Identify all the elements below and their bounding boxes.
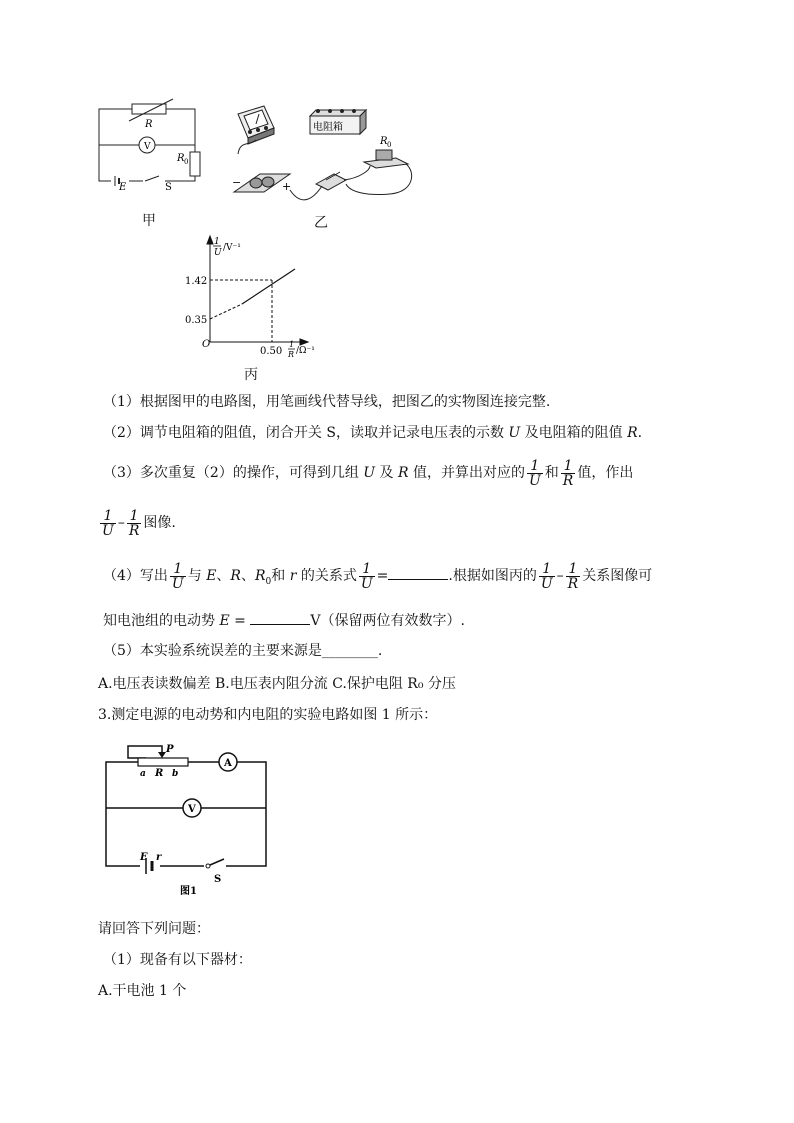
- caption-bing: 丙: [244, 367, 258, 383]
- origin-label: O: [202, 339, 211, 350]
- ask-text: 请回答下列问题：: [98, 921, 210, 937]
- label-S: S: [165, 182, 172, 193]
- label-V: V: [144, 142, 151, 152]
- caption-jia: 甲: [142, 213, 156, 229]
- x-tick: 0.50: [260, 346, 283, 357]
- battery-plus: +: [282, 180, 292, 193]
- yaxis-one: 1: [214, 237, 220, 247]
- xaxis-R: R: [288, 350, 295, 359]
- item-a: A.干电池 1 个: [98, 983, 187, 999]
- label-R0: R: [177, 153, 185, 164]
- yi-label-R0-sub: 0: [387, 141, 392, 149]
- resistance-box-label: 电阻箱: [313, 122, 343, 133]
- question-4-cont: 知电池组的电动势 E = V（保留两位有效数字）.: [103, 610, 465, 630]
- graph-bing: [180, 232, 330, 362]
- label-R: R: [145, 119, 153, 130]
- answer-blank-relation[interactable]: [388, 565, 448, 580]
- fig1-label-V: V: [188, 804, 196, 815]
- yaxis-U: U: [214, 248, 222, 258]
- items-intro: （1）现备有以下器材：: [103, 952, 252, 968]
- y-tick-high: 1.42: [185, 276, 208, 287]
- label-R0-sub: 0: [184, 158, 189, 166]
- answer-blank-emf[interactable]: [250, 610, 310, 625]
- frac-1-over-U: $\frac{1}{U}$: [528, 457, 541, 489]
- circuit-diagram-jia: [95, 95, 210, 195]
- yi-label-R0: R: [380, 136, 388, 147]
- y-tick-low: 0.35: [185, 315, 208, 326]
- question-1: （1）根据图甲的电路图，用笔画线代替导线，把图乙的实物图连接完整.: [103, 394, 551, 410]
- question-2: （2）调节电阻箱的阻值，闭合开关 S，读取并记录电压表的示数 U 及电阻箱的阻值 R.: [103, 425, 643, 441]
- fig1-label-a: a: [140, 769, 146, 779]
- yaxis-unit: /V⁻¹: [223, 243, 241, 253]
- fig1-caption: 图1: [180, 886, 197, 897]
- problem-3-intro: 3.测定电源的电动势和内电阻的实验电路如图 1 所示：: [98, 707, 438, 723]
- xaxis-unit: /Ω⁻¹: [296, 346, 315, 356]
- fig1-label-r: r: [156, 852, 162, 863]
- question-3: （3）多次重复（2）的操作，可得到几组 U 及 R 值，并算出对应的 $\frac{1}{U}$ 和 $\frac{1}{R}$ 值，作出: [103, 457, 634, 489]
- data-line-extrapolated: [210, 304, 242, 319]
- fig1-label-S: S: [214, 874, 222, 885]
- circuit-diagram-fig1: [100, 740, 275, 900]
- label-E: E: [119, 182, 127, 193]
- fig1-label-R: R: [155, 768, 164, 779]
- fig1-label-A: A: [224, 758, 232, 769]
- battery-minus: −: [232, 176, 242, 189]
- caption-yi: 乙: [314, 215, 328, 231]
- apparatus-diagram-yi: [230, 100, 415, 210]
- question-5: （5）本实验系统误差的主要来源是________.: [103, 643, 383, 659]
- frac-1-over-R: $\frac{1}{R}$: [562, 457, 574, 489]
- data-line-solid: [242, 269, 295, 304]
- fig1-label-P: P: [166, 744, 174, 755]
- answer-options: A.电压表读数偏差 B.电压表内阻分流 C.保护电阻 R₀ 分压: [98, 676, 456, 692]
- question-4: （4）写出 $\frac{1}{U}$ 与 E、R、$R_0$和 r 的关系式 $\frac{1}{U}$ = .根据如图丙的 $\frac{1}{U}$ – $\frac{1}{R}$ 关系图像可: [103, 560, 653, 592]
- fig1-label-E: E: [140, 852, 148, 863]
- question-3-cont: $\frac{1}{U}$ – $\frac{1}{R}$ 图像.: [102, 507, 176, 539]
- xaxis-one: 1: [289, 340, 295, 349]
- fig1-label-b: b: [172, 769, 179, 779]
